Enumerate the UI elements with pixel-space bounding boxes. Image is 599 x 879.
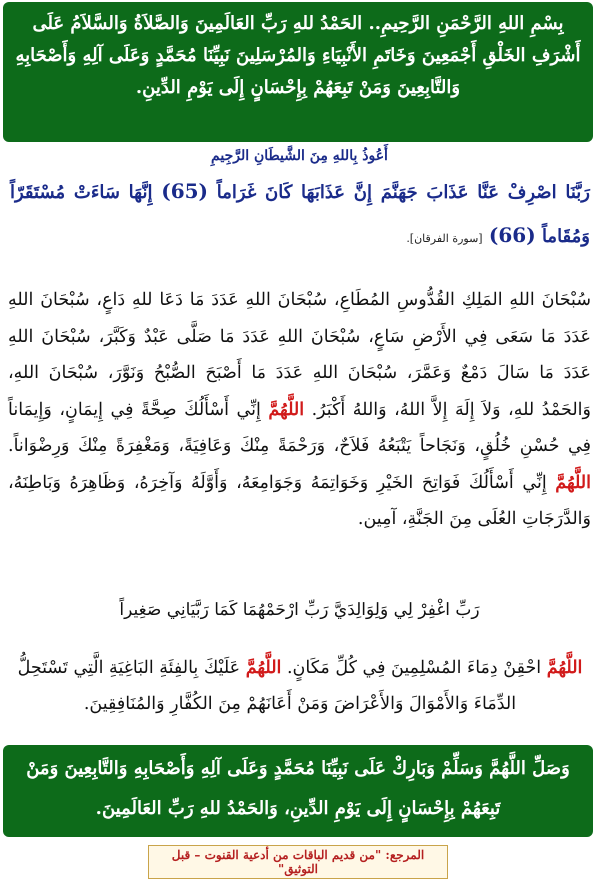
allahumma-highlight: اللَّهُمَّ (268, 399, 305, 420)
dua-wellbeing-text: إِنِّي أَسْأَلُكَ صِحَّةً فِي إِيمَانٍ، وَإِيمَاناً فِي حُسْنِ خُلُقٍ، وَنَجَاحاً يَتْبَعُهُ فَلاَحٌ، وَرَحْمَةً مِنْكَ وَعَافِيَةً، وَمَغْفِرَةً مِنْكَ وَرِضْوَاناً. (8, 399, 591, 456)
dua-goodness-text: إِنِّي أَسْأَلُكَ فَوَاتِحَ الخَيْرِ وَخَوَاتِمَهُ وَجَوَامِعَهُ، وَأَوَّلَهُ وَآخِرَهُ، وَظَاهِرَهُ وَبَاطِنَهُ، وَالدَّرَجَاتِ العُلَى مِنَ الجَنَّةِ، آمِين. (8, 472, 591, 529)
dhikr-paragraph (8, 282, 591, 538)
protection-dua (10, 650, 590, 722)
closing-banner (3, 745, 593, 837)
source-reference: المرجع: "من قديم الباقات من أدعية القنوت – قبل التوثيق" (148, 845, 448, 879)
opening-text: بِسْمِ اللهِ الرَّحْمَنِ الرَّحِيمِ.. الحَمْدُ للهِ رَبِّ العَالَمِينَ وَالصَّلاَةُ وَالسَّلاَمُ عَلَى أَشْرَفِ الخَلْقِ أَجْمَعِينَ وَخَاتَمِ الأَنْبِيَاءِ وَالمُرْسَلِينَ نَبِيِّنَا مُحَمَّدٍ وَعَلَى آلِهِ وَأَصْحَابِهِ وَالتَّابِعِينَ وَمَنْ تَبِعَهُمْ بِإِحْسَانٍ إِلَى يَوْمِ الدِّينِ. (15, 13, 581, 98)
verse-number-65: (65) (161, 179, 209, 203)
closing-text: وَصَلِّ اللَّهُمَّ وَسَلِّمْ وَبَارِكْ عَلَى نَبِيِّنَا مُحَمَّدٍ وَعَلَى آلِهِ وَأَصْحَابِهِ وَالتَّابِعِينَ وَمَنْ تَبِعَهُمْ بِإِحْسَانٍ إِلَى يَوْمِ الدِّينِ، وَالحَمْدُ للهِ رَبِّ العَالَمِينَ. (26, 758, 570, 819)
allahumma-highlight: اللَّهُمَّ (245, 658, 282, 678)
quran-verses (10, 170, 590, 260)
surah-reference: [سورة الفرقان]. (406, 232, 483, 245)
verse-65: رَبَّنَا اصْرِفْ عَنَّا عَذَابَ جَهَنَّمَ إِنَّ عَذَابَهَا كَانَ غَرَاماً (216, 182, 590, 203)
verse-66: إِنَّهَا سَاءَتْ مُسْتَقَرّاً وَمُقَاماً (10, 182, 590, 247)
opening-banner (3, 2, 593, 142)
istiadha-line: أَعُوذُ بِاللهِ مِنَ الشَّيطَانِ الرَّجِيمِ (211, 148, 388, 164)
verse-number-66: (66) (488, 223, 536, 247)
dua-muslims-text: احْقِنْ دِمَاءَ المُسْلِمِينَ فِي كُلِّ مَكَانٍ. (286, 658, 542, 678)
allahumma-highlight: اللَّهُمَّ (546, 658, 583, 678)
allahumma-highlight: اللَّهُمَّ (555, 472, 591, 493)
parents-dua: رَبِّ اغْفِرْ لِي وَلِوَالِدَيَّ رَبِّ ارْحَمْهُمَا كَمَا رَبَّيَانِي صَغِيراً (119, 600, 480, 620)
dua-oppressors-text: عَلَيْكَ بِالفِئَةِ البَاغِيَةِ الَّتِي تَسْتَحِلُّ الدِّمَاءَ وَالأَمْوَالَ وَالأَعْرَاضَ وَمَنْ أَعَانَهُمْ مِنَ الكُفَّارِ وَالمُنَافِقِينَ. (17, 658, 517, 714)
tasbih-text: سُبْحَانَ اللهِ المَلِكِ القُدُّوسِ المُطَاعِ، سُبْحَانَ اللهِ عَدَدَ مَا دَعَا للهِ دَاعٍ، سُبْحَانَ اللهِ عَدَدَ مَا سَعَى فِي الأَرْضِ سَاعٍ، سُبْحَانَ اللهِ عَدَدَ مَا صَلَّى عَبْدٌ وَكَبَّرَ، سُبْحَانَ اللهِ عَدَدَ مَا سَالَ دَمْعٌ وَعَمَّرَ، سُبْحَانَ اللهِ عَدَدَ مَا أَصْبَحَ الصُّبْحُ وَنَوَّرَ، سُبْحَانَ اللهِ، وَالحَمْدُ للهِ، وَلاَ إِلَهَ إِلاَّ اللهُ، وَاللهُ أَكْبَرُ. (8, 290, 591, 420)
